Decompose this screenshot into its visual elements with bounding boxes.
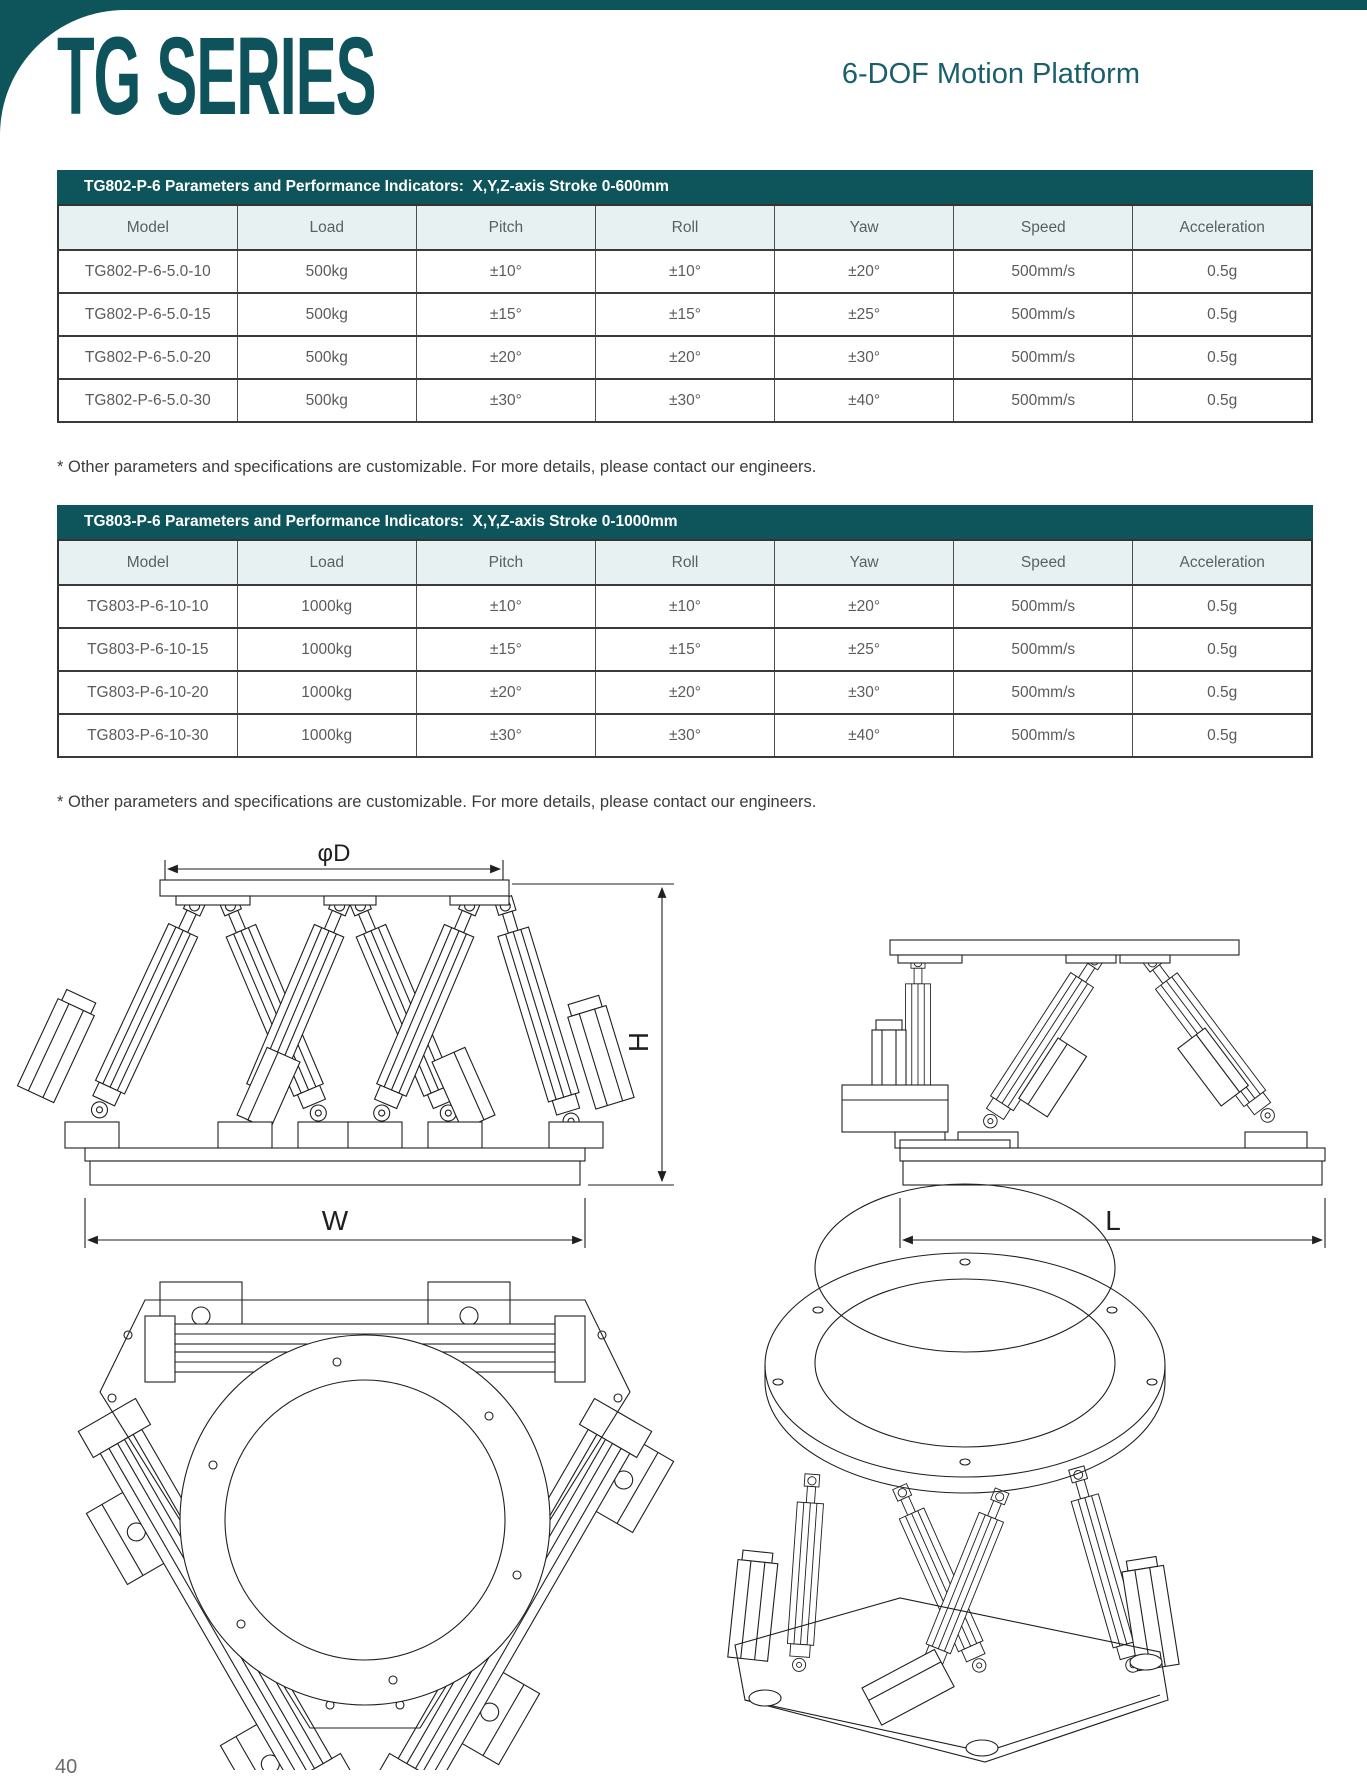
spec-cell: ±15° bbox=[595, 628, 774, 671]
spec-cell: 500kg bbox=[237, 250, 416, 293]
table-title: TG802-P-6 Parameters and Performance Indicators: X,Y,Z-axis Stroke 0-600mm bbox=[57, 170, 1313, 204]
spec-cell: 1000kg bbox=[237, 628, 416, 671]
spec-cell: TG803-P-6-10-30 bbox=[58, 714, 237, 757]
spec-cell: 500mm/s bbox=[954, 250, 1133, 293]
spec-cell: 0.5g bbox=[1133, 628, 1312, 671]
footnote: * Other parameters and specifications are customizable. For more details, please contact our engineers. bbox=[57, 792, 817, 811]
base-plate bbox=[85, 1148, 585, 1185]
page-number: 40 bbox=[55, 1756, 78, 1778]
spec-cell: 1000kg bbox=[237, 714, 416, 757]
spec-cell: ±20° bbox=[595, 671, 774, 714]
dimension-width bbox=[85, 1198, 585, 1248]
page-subtitle: 6-DOF Motion Platform bbox=[841, 58, 1140, 90]
spec-cell: ±30° bbox=[595, 379, 774, 422]
spec-cell: ±20° bbox=[775, 250, 954, 293]
spec-cell: 500kg bbox=[237, 293, 416, 336]
spec-cell: ±10° bbox=[595, 585, 774, 628]
spec-cell: 0.5g bbox=[1133, 714, 1312, 757]
top-view-drawing bbox=[49, 1282, 681, 1770]
spec-cell: 500mm/s bbox=[954, 379, 1133, 422]
column-header: Load bbox=[237, 205, 416, 250]
spec-cell: 0.5g bbox=[1133, 379, 1312, 422]
spec-cell: 0.5g bbox=[1133, 250, 1312, 293]
spec-cell: ±15° bbox=[416, 628, 595, 671]
side-view-drawing bbox=[842, 940, 1325, 1248]
spec-cell: ±20° bbox=[775, 585, 954, 628]
spec-cell: ±30° bbox=[416, 714, 595, 757]
column-header: Speed bbox=[954, 540, 1133, 585]
column-header: Model bbox=[58, 205, 237, 250]
spec-cell: ±10° bbox=[416, 250, 595, 293]
spec-cell: TG802-P-6-5.0-15 bbox=[58, 293, 237, 336]
spec-cell: 500mm/s bbox=[954, 336, 1133, 379]
motor-box bbox=[862, 1650, 954, 1726]
spec-cell: 0.5g bbox=[1133, 585, 1312, 628]
base-pedestals bbox=[65, 1122, 603, 1148]
spec-cell: ±30° bbox=[416, 379, 595, 422]
spec-cell: 500mm/s bbox=[954, 671, 1133, 714]
spec-cell: ±30° bbox=[775, 336, 954, 379]
column-header: Acceleration bbox=[1133, 205, 1312, 250]
spec-cell: ±10° bbox=[595, 250, 774, 293]
spec-cell: ±15° bbox=[595, 293, 774, 336]
column-header: Speed bbox=[954, 205, 1133, 250]
dimension-diameter bbox=[165, 840, 503, 880]
spec-cell: TG803-P-6-10-20 bbox=[58, 671, 237, 714]
spec-cell: 500mm/s bbox=[954, 628, 1133, 671]
spec-cell: ±20° bbox=[416, 336, 595, 379]
column-header: Yaw bbox=[775, 540, 954, 585]
spec-cell: TG802-P-6-5.0-30 bbox=[58, 379, 237, 422]
spec-cell: ±25° bbox=[775, 628, 954, 671]
spec-cell: ±40° bbox=[775, 379, 954, 422]
column-header: Acceleration bbox=[1133, 540, 1312, 585]
spec-cell: ±20° bbox=[416, 671, 595, 714]
column-header: Load bbox=[237, 540, 416, 585]
platform-ring-inner bbox=[225, 1380, 505, 1660]
column-header: Roll bbox=[595, 205, 774, 250]
dimension-length bbox=[900, 1198, 1325, 1248]
spec-cell: 0.5g bbox=[1133, 293, 1312, 336]
dimension-label-length: L bbox=[1105, 1205, 1121, 1236]
spec-cell: 500kg bbox=[237, 379, 416, 422]
spec-cell: 500kg bbox=[237, 336, 416, 379]
footnote: * Other parameters and specifications are customizable. For more details, please contact our engineers. bbox=[57, 457, 817, 476]
spec-cell: 500mm/s bbox=[954, 585, 1133, 628]
spec-cell: TG802-P-6-5.0-20 bbox=[58, 336, 237, 379]
column-header: Pitch bbox=[416, 540, 595, 585]
top-plate bbox=[890, 940, 1239, 963]
spec-cell: ±40° bbox=[775, 714, 954, 757]
spec-cell: ±20° bbox=[595, 336, 774, 379]
table-title: TG803-P-6 Parameters and Performance Indicators: X,Y,Z-axis Stroke 0-1000mm bbox=[57, 505, 1313, 539]
column-header: Pitch bbox=[416, 205, 595, 250]
page-title: TG SERIES bbox=[57, 15, 376, 138]
motor-box bbox=[17, 988, 99, 1103]
dimension-label-height: H bbox=[623, 1031, 654, 1053]
spec-cell: 0.5g bbox=[1133, 671, 1312, 714]
isometric-view-drawing bbox=[728, 1184, 1179, 1762]
spec-cell: ±25° bbox=[775, 293, 954, 336]
dimension-label-width: W bbox=[321, 1205, 349, 1236]
column-header: Roll bbox=[595, 540, 774, 585]
spec-cell: ±10° bbox=[416, 585, 595, 628]
spec-cell: 500mm/s bbox=[954, 714, 1133, 757]
spec-cell: 1000kg bbox=[237, 671, 416, 714]
spec-cell: ±30° bbox=[595, 714, 774, 757]
top-plate bbox=[160, 880, 509, 905]
column-header: Yaw bbox=[775, 205, 954, 250]
spec-cell: 0.5g bbox=[1133, 336, 1312, 379]
spec-cell: 1000kg bbox=[237, 585, 416, 628]
spec-cell: TG803-P-6-10-15 bbox=[58, 628, 237, 671]
spec-cell: TG802-P-6-5.0-10 bbox=[58, 250, 237, 293]
spec-cell: TG803-P-6-10-10 bbox=[58, 585, 237, 628]
column-header: Model bbox=[58, 540, 237, 585]
spec-cell: ±30° bbox=[775, 671, 954, 714]
spec-cell: 500mm/s bbox=[954, 293, 1133, 336]
dimension-label-diameter: φD bbox=[317, 840, 351, 867]
front-view-drawing bbox=[17, 840, 674, 1248]
spec-cell: ±15° bbox=[416, 293, 595, 336]
